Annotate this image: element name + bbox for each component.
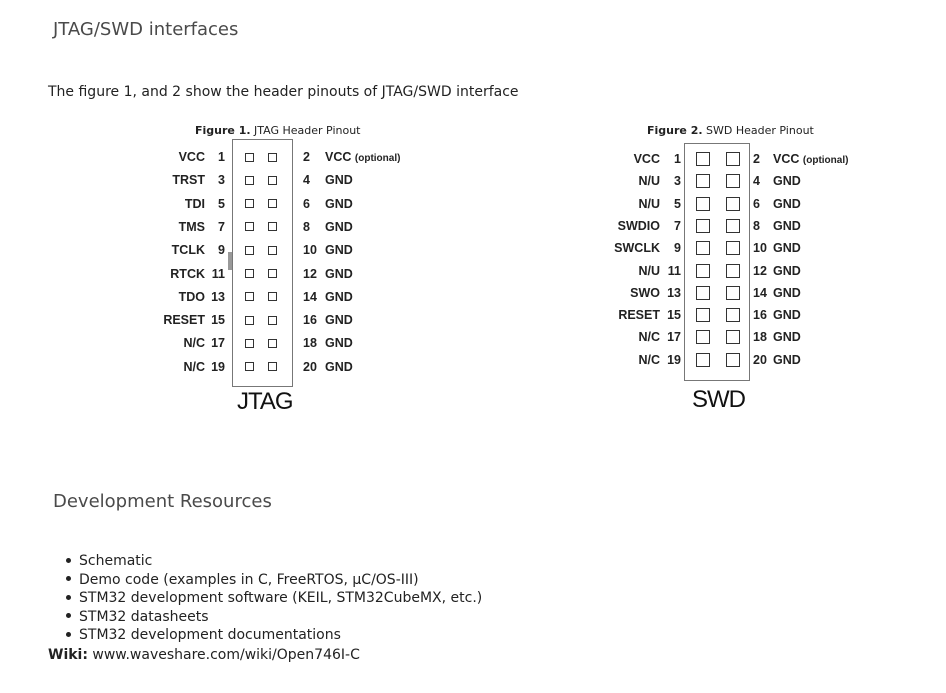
pin-name-right <box>773 217 801 235</box>
pin-even <box>268 199 277 208</box>
pin-odd <box>696 197 710 211</box>
pin-number-right: 8 <box>753 218 760 233</box>
pin-name-left: TCLK <box>171 243 205 258</box>
list-item <box>66 626 482 645</box>
pin-number-left: 17 <box>211 336 225 351</box>
bullet-icon <box>66 595 71 600</box>
pin-odd <box>245 316 254 325</box>
figure1-keying-notch <box>228 252 232 270</box>
pin-even <box>726 241 740 255</box>
figure2-caption-text: SWD Header Pinout <box>702 124 814 137</box>
pin-number-left: 13 <box>211 289 225 304</box>
pin-number-right: 6 <box>303 196 310 211</box>
pin-number-right: 4 <box>303 173 310 188</box>
pin-number-left: 3 <box>674 174 681 189</box>
pin-even <box>726 330 740 344</box>
pin-name-text: VCC <box>325 150 352 164</box>
pin-number-left: 5 <box>674 196 681 211</box>
pin-name-text: GND <box>325 359 353 374</box>
pin-name-left: SWCLK <box>614 241 660 256</box>
list-item <box>66 608 482 627</box>
pin-name-text: GND <box>773 308 801 323</box>
pin-name-text: GND <box>773 285 801 300</box>
figure2-caption <box>647 124 814 137</box>
pin-odd <box>245 292 254 301</box>
pin-name-left: N/C <box>638 330 660 345</box>
pin-even <box>268 153 277 162</box>
pin-number-left: 17 <box>667 330 681 345</box>
swd-label: SWD <box>692 386 745 413</box>
jtag-swd-heading: JTAG/SWD interfaces <box>53 19 239 40</box>
pin-odd <box>245 339 254 348</box>
figure1-caption <box>195 124 361 137</box>
pin-odd <box>245 176 254 185</box>
pin-number-left: 13 <box>667 285 681 300</box>
pin-name-right <box>325 358 353 376</box>
pin-name-left: SWO <box>630 285 660 300</box>
pin-name-right <box>325 311 353 329</box>
pin-name-text: GND <box>773 241 801 256</box>
pin-number-left: 7 <box>218 219 225 234</box>
pin-name-text: GND <box>325 173 353 188</box>
wiki-link[interactable]: www.waveshare.com/wiki/Open746I-C <box>87 647 360 663</box>
pin-even <box>268 246 277 255</box>
pin-name-right <box>773 328 801 346</box>
pin-name-text: VCC <box>773 152 800 166</box>
pin-name-right <box>325 195 353 213</box>
pin-name-text: GND <box>325 289 353 304</box>
pin-odd <box>245 153 254 162</box>
pin-name-left: TRST <box>172 173 205 188</box>
pin-name-left: N/U <box>638 263 660 278</box>
pin-number-right: 18 <box>753 330 767 345</box>
pin-name-text: GND <box>773 174 801 189</box>
pin-even <box>268 362 277 371</box>
pin-number-right: 2 <box>303 150 310 164</box>
pin-even <box>726 286 740 300</box>
figure2-caption-number: Figure 2. <box>647 124 703 137</box>
wiki-label: Wiki: <box>48 647 88 663</box>
pin-number-left: 15 <box>667 308 681 323</box>
resource-item-label: Demo code (examples in C, FreeRTOS, μC/OS-III) <box>79 571 419 588</box>
pin-odd <box>696 308 710 322</box>
resources-list <box>66 552 482 645</box>
figure1-caption-text: JTAG Header Pinout <box>250 124 361 137</box>
pin-even <box>268 269 277 278</box>
pin-name-right <box>325 265 353 283</box>
pin-name-text: GND <box>325 243 353 258</box>
pin-name-left: TDO <box>178 289 205 304</box>
pin-name-right <box>325 171 353 189</box>
pin-number-right: 20 <box>303 359 317 374</box>
pin-odd <box>245 199 254 208</box>
pin-number-left: 3 <box>218 173 225 188</box>
pin-even <box>726 174 740 188</box>
pin-name-left: RESET <box>618 308 660 323</box>
pin-number-right: 4 <box>753 174 760 189</box>
pin-even <box>268 292 277 301</box>
pin-number-right: 12 <box>753 263 767 278</box>
pin-even <box>726 264 740 278</box>
pin-name-left: VCC <box>633 152 660 166</box>
pin-name-right <box>325 288 353 306</box>
pin-even <box>268 339 277 348</box>
pin-number-right: 18 <box>303 336 317 351</box>
pin-even <box>726 152 740 166</box>
pin-name-left: VCC <box>178 150 205 164</box>
pin-odd <box>696 353 710 367</box>
wiki-line <box>48 647 360 663</box>
development-resources-heading: Development Resources <box>53 491 272 512</box>
pin-odd <box>696 286 710 300</box>
pin-number-right: 14 <box>303 289 317 304</box>
pin-name-text: GND <box>325 313 353 328</box>
pin-name-text: GND <box>773 196 801 211</box>
pin-name-left: TMS <box>178 219 205 234</box>
figure1-header-box <box>232 139 293 387</box>
pin-number-right: 6 <box>753 196 760 211</box>
list-item <box>66 552 482 571</box>
pin-name-right <box>773 306 801 324</box>
pin-name-text: GND <box>325 336 353 351</box>
pin-even <box>726 219 740 233</box>
bullet-icon <box>66 632 71 637</box>
pin-odd <box>696 219 710 233</box>
pin-number-right: 8 <box>303 219 310 234</box>
pin-even <box>726 308 740 322</box>
pin-odd <box>245 269 254 278</box>
pin-odd <box>245 246 254 255</box>
bullet-icon <box>66 558 71 563</box>
resource-item-label: Schematic <box>79 553 153 569</box>
pin-odd <box>245 222 254 231</box>
pin-name-text: GND <box>773 263 801 278</box>
pin-name-text: GND <box>325 266 353 281</box>
pin-name-text: GND <box>773 352 801 367</box>
pin-number-right: 2 <box>753 152 760 166</box>
pin-name-left: RESET <box>163 313 205 328</box>
resource-item-label: STM32 datasheets <box>79 608 209 625</box>
pin-even <box>268 222 277 231</box>
pin-number-right: 12 <box>303 266 317 281</box>
pin-name-right <box>325 241 353 259</box>
pin-odd <box>245 362 254 371</box>
pin-number-left: 1 <box>674 152 681 166</box>
bullet-icon <box>66 576 71 581</box>
figure1-caption-number: Figure 1. <box>195 124 251 137</box>
pin-name-text: GND <box>325 219 353 234</box>
pin-name-right <box>773 351 801 369</box>
pin-number-right: 16 <box>753 308 767 323</box>
pin-odd <box>696 152 710 166</box>
pin-number-left: 19 <box>211 359 225 374</box>
pin-name-right <box>773 172 801 190</box>
pin-number-right: 20 <box>753 352 767 367</box>
pin-name-right <box>773 284 801 302</box>
pin-number-left: 5 <box>218 196 225 211</box>
resource-item-label: STM32 development documentations <box>79 627 341 644</box>
pin-name-left: N/U <box>638 174 660 189</box>
pin-name-left: N/C <box>638 352 660 367</box>
pin-name-left: N/C <box>183 336 205 351</box>
pin-number-right: 14 <box>753 285 767 300</box>
pin-even <box>726 353 740 367</box>
pin-number-left: 11 <box>211 266 225 281</box>
pin-number-left: 11 <box>667 263 681 278</box>
pin-name-text: GND <box>325 196 353 211</box>
pin-number-left: 7 <box>674 218 681 233</box>
pin-name-right <box>325 148 400 166</box>
pin-number-right: 10 <box>753 241 767 256</box>
pin-name-text: GND <box>773 330 801 345</box>
list-item <box>66 589 482 608</box>
pin-number-left: 15 <box>211 313 225 328</box>
figure2-header-box <box>684 143 750 381</box>
pin-name-right <box>325 334 353 352</box>
pin-name-right <box>773 195 801 213</box>
pin-name-left: N/C <box>183 359 205 374</box>
pin-name-left: RTCK <box>170 266 205 281</box>
pin-even <box>268 316 277 325</box>
pin-odd <box>696 264 710 278</box>
pin-name-left: N/U <box>638 196 660 211</box>
pin-name-right <box>773 239 801 257</box>
pin-note: (optional) <box>354 153 401 164</box>
pin-number-right: 10 <box>303 243 317 258</box>
pin-number-left: 19 <box>667 352 681 367</box>
intro-text: The figure 1, and 2 show the header pinouts of JTAG/SWD interface <box>48 84 519 100</box>
pin-name-left: TDI <box>184 196 205 211</box>
pin-number-left: 9 <box>674 241 681 256</box>
list-item <box>66 571 482 590</box>
pin-odd <box>696 174 710 188</box>
pin-name-right <box>773 150 848 168</box>
pin-name-left: SWDIO <box>617 218 660 233</box>
resource-item-label: STM32 development software (KEIL, STM32CubeMX, etc.) <box>79 590 483 607</box>
pin-name-text: GND <box>773 218 801 233</box>
pin-number-left: 9 <box>218 243 225 258</box>
pin-name-right <box>325 218 353 236</box>
pin-number-right: 16 <box>303 313 317 328</box>
pin-even <box>726 197 740 211</box>
pin-note: (optional) <box>802 155 849 166</box>
pin-odd <box>696 330 710 344</box>
pin-name-right <box>773 262 801 280</box>
pin-number-left: 1 <box>218 150 225 164</box>
pin-even <box>268 176 277 185</box>
jtag-label: JTAG <box>237 388 293 415</box>
bullet-icon <box>66 613 71 618</box>
pin-odd <box>696 241 710 255</box>
